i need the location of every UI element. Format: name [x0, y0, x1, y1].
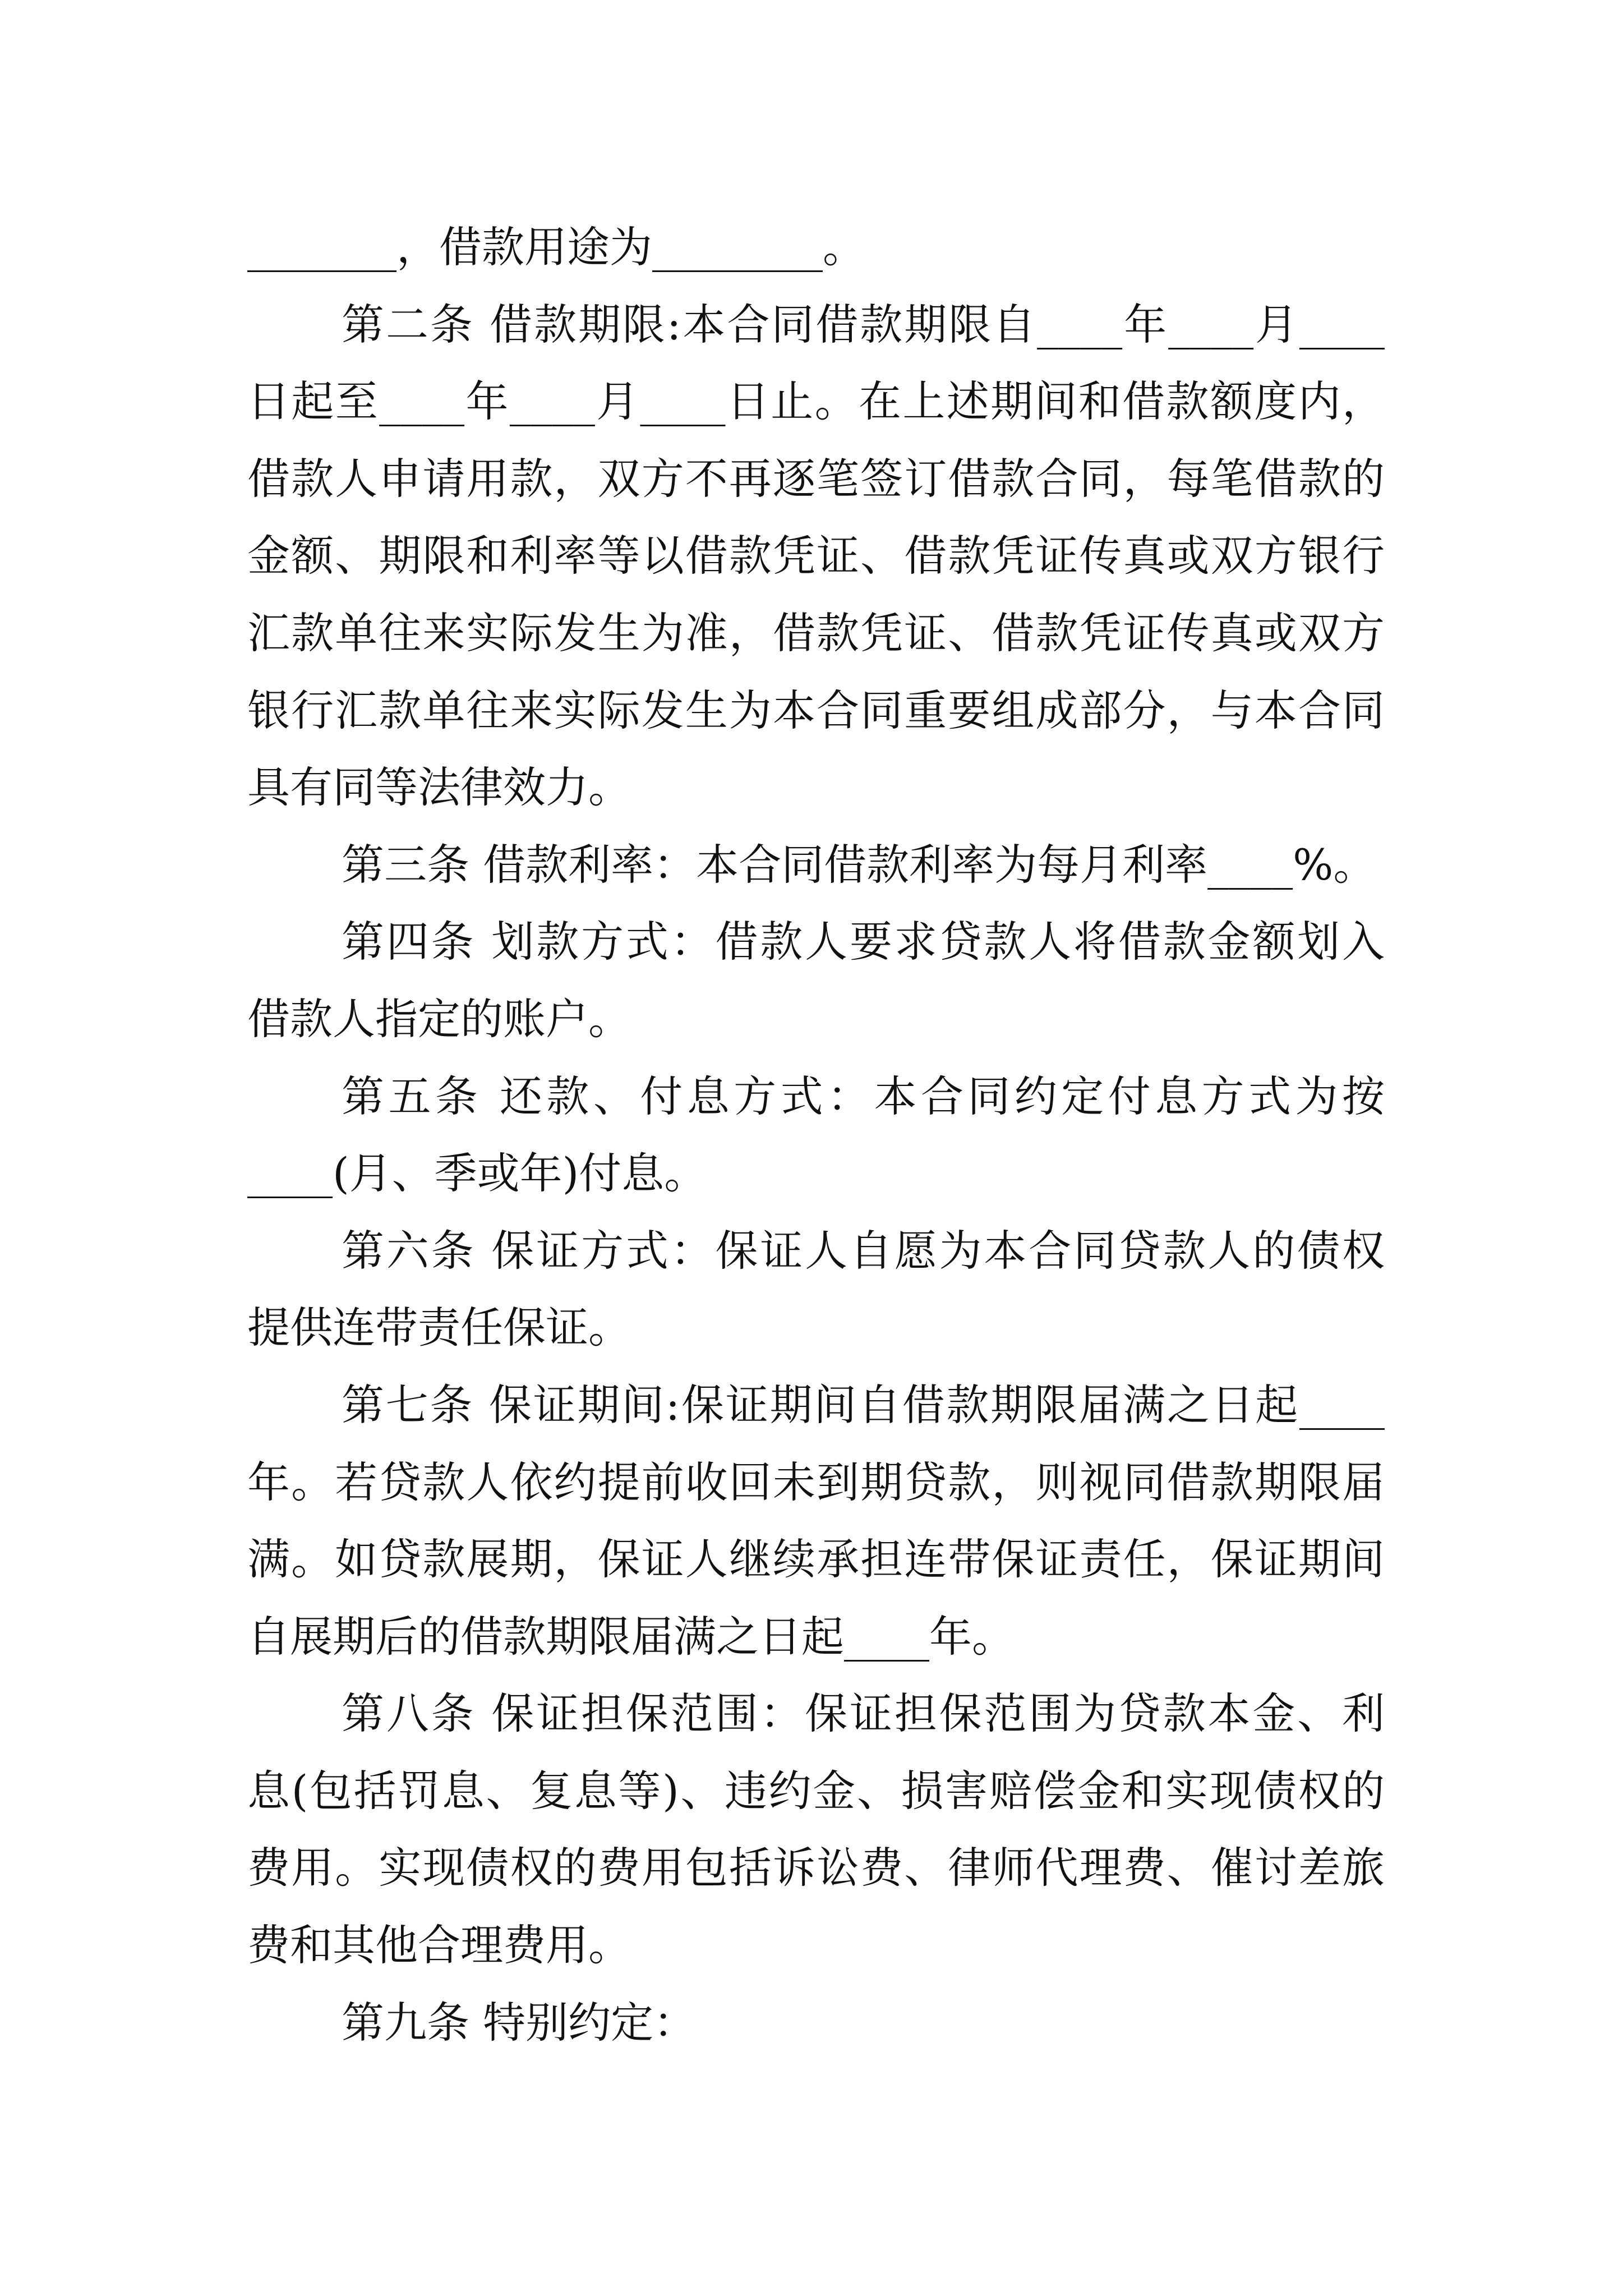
article-4-disbursement-method [247, 903, 1385, 1057]
text-line: 费用。实现债权的费用包括诉讼费、律师代理费、催讨差旅 [247, 1843, 1385, 1893]
text-line: 第四条 划款方式：借款人要求贷款人将借款金额划入 [342, 917, 1385, 967]
text-line: 汇款单往来实际发生为准，借款凭证、借款凭证传真或双方 [247, 608, 1385, 658]
text-line: 借款人申请用款，双方不再逐笔签订借款合同，每笔借款的 [247, 453, 1385, 504]
text-line: ____(月、季或年)付息。 [247, 1148, 707, 1199]
text-line: 日起至____年____月____日止。在上述期间和借款额度内， [247, 376, 1385, 427]
text-line: 第五条 还款、付息方式：本合同约定付息方式为按 [342, 1071, 1385, 1121]
text-line: 自展期后的借款期限届满之日起____年。 [247, 1611, 1015, 1662]
text-line: 第八条 保证担保范围：保证担保范围为贷款本金、利 [342, 1688, 1385, 1739]
text-line: 年。若贷款人依约提前收回未到期贷款，则视同借款期限届 [247, 1457, 1385, 1507]
text-line: 第七条 保证期间:保证期间自借款期限届满之日起____ [342, 1379, 1385, 1430]
text-line: 费和其他合理费用。 [247, 1920, 631, 1971]
text-line: 满。如贷款展期，保证人继续承担连带保证责任，保证期间 [247, 1534, 1385, 1585]
text-line: 第六条 保证方式：保证人自愿为本合同贷款人的债权 [342, 1225, 1385, 1276]
article-2-loan-term [247, 286, 1385, 826]
text-line: 提供连带责任保证。 [247, 1303, 631, 1353]
text-line: 息(包括罚息、复息等)、违约金、损害赔偿金和实现债权的 [247, 1765, 1385, 1816]
article-5-repayment-method [247, 1058, 1385, 1212]
article-8-guarantee-scope [247, 1675, 1385, 1984]
text-line: _______，借款用途为________。 [247, 222, 865, 272]
article-7-guarantee-period [247, 1366, 1385, 1675]
text-line: 第二条 借款期限:本合同借款期限自____年____月____ [342, 299, 1385, 349]
document-body [247, 209, 1385, 2061]
text-line: 金额、期限和利率等以借款凭证、借款凭证传真或双方银行 [247, 531, 1385, 581]
text-line: 借款人指定的账户。 [247, 993, 631, 1044]
article-9-special-terms [247, 1984, 1385, 2062]
article-6-guarantee-method [247, 1212, 1385, 1366]
article-3-interest-rate [247, 826, 1385, 904]
text-line: 具有同等法律效力。 [247, 762, 631, 813]
continued-paragraph [247, 209, 1385, 286]
text-line: 第九条 特别约定： [342, 1997, 697, 2047]
text-line: 银行汇款单往来实际发生为本合同重要组成部分，与本合同 [247, 685, 1385, 735]
text-line: 第三条 借款利率：本合同借款利率为每月利率____%。 [342, 839, 1376, 890]
